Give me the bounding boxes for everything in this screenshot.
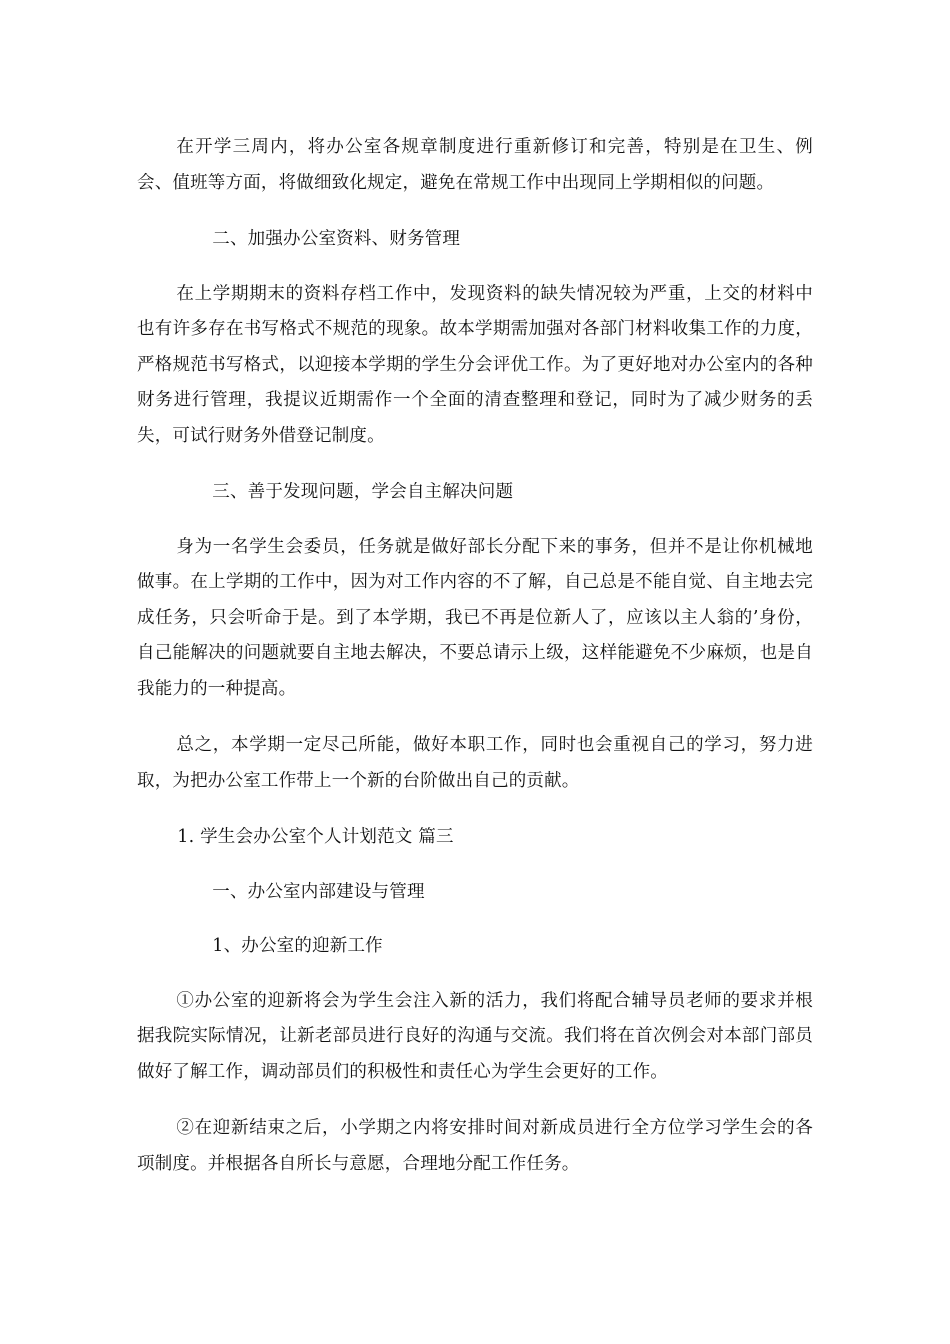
paragraph-training: ②在迎新结束之后，小学期之内将安排时间对新成员进行全方位学习学生会的各项制度。并根据各自所长与意愿，合理地分配工作任务。	[137, 1118, 813, 1174]
document-body	[137, 130, 813, 1182]
section-heading-1: 一、办公室内部建设与管理	[212, 881, 425, 902]
section-heading-3: 三、善于发现问题，学会自主解决问题	[212, 482, 514, 502]
paragraph-archives-finance: 在上学期期末的资料存档工作中，发现资料的缺失情况较为严重，上交的材料中也有许多存在书写格式不规范的现象。故本学期需加强对各部门材料收集工作的力度，严格规范书写格式，以迎接本学期的学生分会评优工作。为了更好地对办公室内的各种财务进行管理，我提议近期需作一个全面的清查整理和登记，同时为了减少财务的丢失，可试行财务外借登记制度。	[137, 283, 813, 446]
paragraph-self-solve: 身为一名学生会委员，任务就是做好部长分配下来的事务，但并不是让你机械地做事。在上学期的工作中，因为对工作内容的不了解，自己总是不能自觉、自主地去完成任务，只会听命于是。到了本学期，我已不再是位新人了，应该以主人翁的’身份，自己能解决的问题就要自主地去解决，不要总请示上级，这样能避免不少麻烦，也是自我能力的一种提高。	[137, 536, 813, 699]
section-heading-2: 二、加强办公室资料、财务管理	[212, 229, 461, 249]
paragraph-welcome-new: ①办公室的迎新将会为学生会注入新的活力，我们将配合辅导员老师的要求并根据我院实际情况，让新老部员进行良好的沟通与交流。我们将在首次例会对本部门部员做好了解工作，调动部员们的积极性和责任心为学生会更好的工作。	[137, 990, 813, 1082]
paragraph-summary: 总之，本学期一定尽己所能，做好本职工作，同时也会重视自己的学习，努力进取，为把办公室工作带上一个新的台阶做出自己的贡献。	[137, 735, 813, 791]
subsection-heading-1: 1、办公室的迎新工作	[212, 936, 383, 956]
paragraph-revise-rules: 在开学三周内，将办公室各规章制度进行重新修订和完善，特别是在卫生、例会、值班等方面，将做细致化规定，避免在常规工作中出现同上学期相似的问题。	[137, 137, 813, 193]
article-title-part-3: 1. 学生会办公室个人计划范文 篇三	[177, 827, 454, 847]
